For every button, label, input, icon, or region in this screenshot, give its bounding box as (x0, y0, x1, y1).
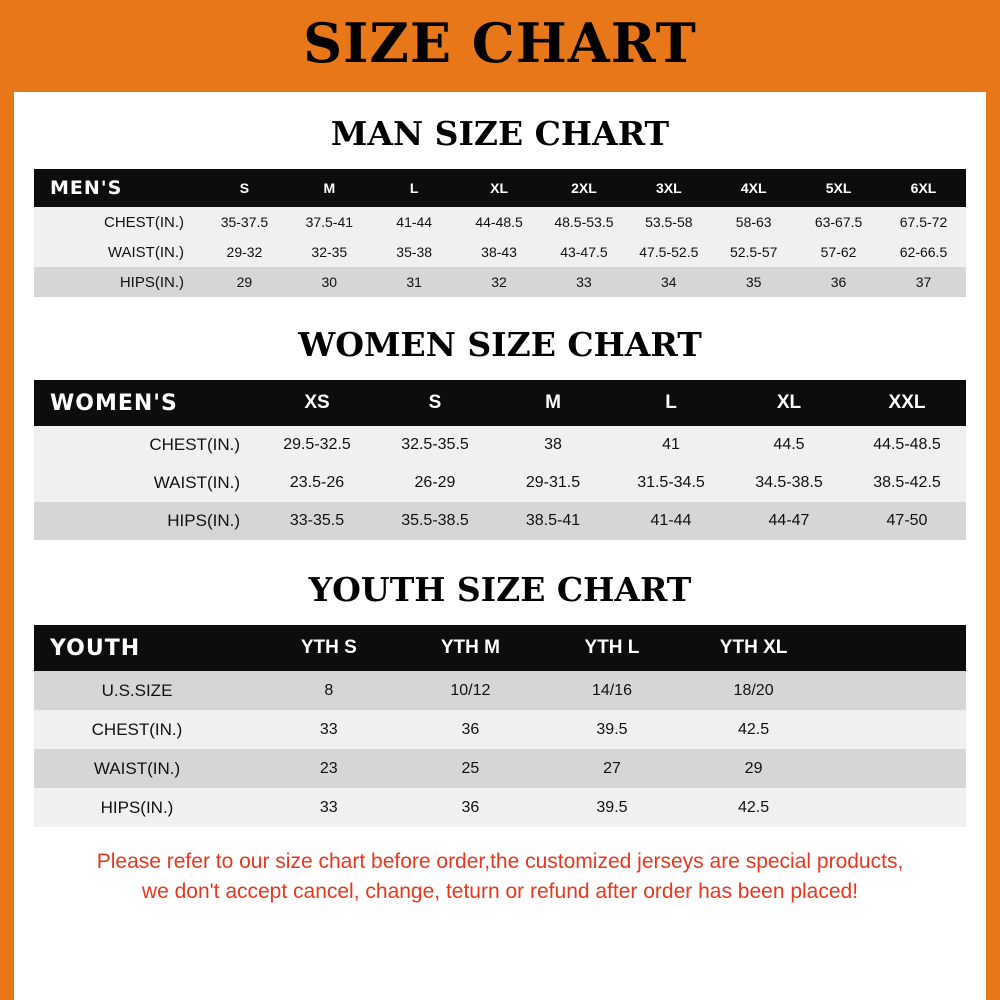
youth-ussize-m: 10/12 (400, 671, 542, 710)
notice-text (20, 827, 980, 908)
men-row-waist-label: WAIST(IN.) (34, 237, 202, 267)
men-waist-l: 35-38 (372, 237, 457, 267)
women-header-s: S (376, 380, 494, 426)
table-row (34, 267, 966, 297)
men-header-m: M (287, 169, 372, 207)
women-waist-m: 29-31.5 (494, 464, 612, 502)
women-chest-l: 41 (612, 426, 730, 464)
women-row-chest-label: CHEST(IN.) (34, 426, 258, 464)
men-hips-5xl: 36 (796, 267, 881, 297)
men-chest-m: 37.5-41 (287, 207, 372, 237)
youth-chest-empty (824, 710, 966, 749)
men-hips-s: 29 (202, 267, 287, 297)
women-header-l: L (612, 380, 730, 426)
table-row (34, 710, 966, 749)
men-header-4xl: 4XL (711, 169, 796, 207)
youth-table-body (34, 671, 966, 827)
youth-header-l: YTH L (541, 625, 683, 671)
table-row (34, 749, 966, 788)
men-table-body (34, 207, 966, 297)
women-chest-xl: 44.5 (730, 426, 848, 464)
content (0, 92, 1000, 908)
youth-header-s: YTH S (258, 625, 400, 671)
men-row-hips-label: HIPS(IN.) (34, 267, 202, 297)
men-chest-s: 35-37.5 (202, 207, 287, 237)
women-table-body (34, 426, 966, 540)
youth-header-label: YOUTH (34, 625, 258, 671)
men-waist-3xl: 47.5-52.5 (626, 237, 711, 267)
women-waist-xxl: 38.5-42.5 (848, 464, 966, 502)
table-row (34, 237, 966, 267)
table-row (34, 207, 966, 237)
youth-waist-s: 23 (258, 749, 400, 788)
banner (0, 0, 1000, 92)
page-title: SIZE CHART (303, 11, 697, 75)
youth-hips-xl: 42.5 (683, 788, 825, 827)
men-chest-6xl: 67.5-72 (881, 207, 966, 237)
youth-table-head (34, 625, 966, 671)
youth-chest-s: 33 (258, 710, 400, 749)
men-header-5xl: 5XL (796, 169, 881, 207)
table-header-row (34, 380, 966, 426)
youth-chest-xl: 42.5 (683, 710, 825, 749)
women-header-label: WOMEN'S (34, 380, 258, 426)
women-section-title: WOMEN SIZE CHART (298, 325, 702, 364)
women-header-xl: XL (730, 380, 848, 426)
women-waist-s: 26-29 (376, 464, 494, 502)
women-hips-s: 35.5-38.5 (376, 502, 494, 540)
women-table-head (34, 380, 966, 426)
notice-line-2: we don't accept cancel, change, teturn or refund after order has been placed! (141, 880, 859, 904)
notice-line-1: Please refer to our size chart before order,the customized jerseys are special products, (96, 850, 904, 873)
table-row (34, 788, 966, 827)
women-waist-xl: 34.5-38.5 (730, 464, 848, 502)
men-section-title: MAN SIZE CHART (330, 114, 670, 153)
youth-size-table (34, 625, 966, 827)
men-chest-2xl: 48.5-53.5 (542, 207, 627, 237)
men-size-table (34, 169, 966, 297)
youth-header-m: YTH M (400, 625, 542, 671)
women-chest-xxl: 44.5-48.5 (848, 426, 966, 464)
youth-waist-empty (824, 749, 966, 788)
men-hips-xl: 32 (457, 267, 542, 297)
youth-row-hips-label: HIPS(IN.) (34, 788, 258, 827)
men-hips-m: 30 (287, 267, 372, 297)
men-chest-xl: 44-48.5 (457, 207, 542, 237)
men-waist-m: 32-35 (287, 237, 372, 267)
youth-header-xl: YTH XL (683, 625, 825, 671)
men-hips-6xl: 37 (881, 267, 966, 297)
youth-ussize-empty (824, 671, 966, 710)
women-waist-l: 31.5-34.5 (612, 464, 730, 502)
table-row (34, 502, 966, 540)
youth-ussize-l: 14/16 (541, 671, 683, 710)
table-header-row (34, 169, 966, 207)
men-waist-2xl: 43-47.5 (542, 237, 627, 267)
table-row (34, 464, 966, 502)
men-waist-xl: 38-43 (457, 237, 542, 267)
youth-ussize-xl: 18/20 (683, 671, 825, 710)
women-hips-xxl: 47-50 (848, 502, 966, 540)
women-header-xs: XS (258, 380, 376, 426)
men-hips-3xl: 34 (626, 267, 711, 297)
women-header-m: M (494, 380, 612, 426)
table-row (34, 426, 966, 464)
men-header-xl: XL (457, 169, 542, 207)
women-row-hips-label: HIPS(IN.) (34, 502, 258, 540)
women-row-waist-label: WAIST(IN.) (34, 464, 258, 502)
men-chest-3xl: 53.5-58 (626, 207, 711, 237)
youth-waist-l: 27 (541, 749, 683, 788)
men-row-chest-label: CHEST(IN.) (34, 207, 202, 237)
men-hips-2xl: 33 (542, 267, 627, 297)
youth-hips-empty (824, 788, 966, 827)
men-chest-l: 41-44 (372, 207, 457, 237)
men-waist-6xl: 62-66.5 (881, 237, 966, 267)
women-chest-xs: 29.5-32.5 (258, 426, 376, 464)
men-table-head (34, 169, 966, 207)
youth-chest-l: 39.5 (541, 710, 683, 749)
youth-ussize-s: 8 (258, 671, 400, 710)
men-waist-4xl: 52.5-57 (711, 237, 796, 267)
men-header-l: L (372, 169, 457, 207)
youth-waist-m: 25 (400, 749, 542, 788)
men-waist-5xl: 57-62 (796, 237, 881, 267)
men-hips-l: 31 (372, 267, 457, 297)
women-hips-m: 38.5-41 (494, 502, 612, 540)
youth-hips-l: 39.5 (541, 788, 683, 827)
youth-row-ussize-label: U.S.SIZE (34, 671, 258, 710)
men-header-2xl: 2XL (542, 169, 627, 207)
table-row (34, 671, 966, 710)
men-header-3xl: 3XL (626, 169, 711, 207)
women-header-xxl: XXL (848, 380, 966, 426)
youth-waist-xl: 29 (683, 749, 825, 788)
women-hips-xl: 44-47 (730, 502, 848, 540)
youth-hips-m: 36 (400, 788, 542, 827)
youth-header-empty (824, 625, 966, 671)
men-waist-s: 29-32 (202, 237, 287, 267)
men-header-label: MEN'S (34, 169, 202, 207)
women-hips-l: 41-44 (612, 502, 730, 540)
youth-row-waist-label: WAIST(IN.) (34, 749, 258, 788)
youth-chest-m: 36 (400, 710, 542, 749)
youth-section-title: YOUTH SIZE CHART (308, 570, 692, 609)
men-hips-4xl: 35 (711, 267, 796, 297)
table-header-row (34, 625, 966, 671)
men-header-6xl: 6XL (881, 169, 966, 207)
women-chest-m: 38 (494, 426, 612, 464)
youth-row-chest-label: CHEST(IN.) (34, 710, 258, 749)
women-chest-s: 32.5-35.5 (376, 426, 494, 464)
women-size-table (34, 380, 966, 540)
women-waist-xs: 23.5-26 (258, 464, 376, 502)
women-hips-xs: 33-35.5 (258, 502, 376, 540)
men-chest-4xl: 58-63 (711, 207, 796, 237)
youth-hips-s: 33 (258, 788, 400, 827)
men-chest-5xl: 63-67.5 (796, 207, 881, 237)
men-header-s: S (202, 169, 287, 207)
